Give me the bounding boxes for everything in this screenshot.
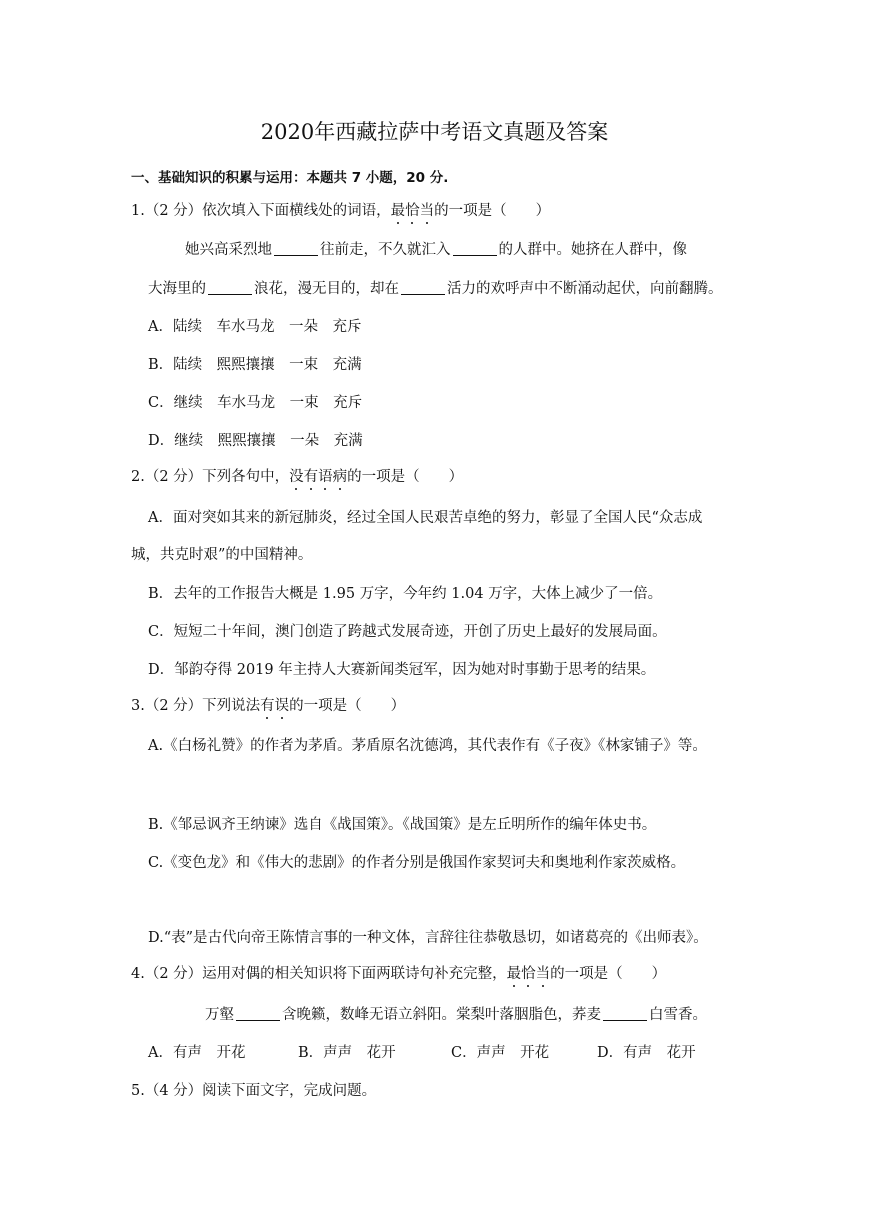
- stem-prefix: 4.（2 分）运用对偶的相关知识将下面两联诗句补充完整，: [131, 966, 507, 982]
- passage-text: 她兴高采烈地: [185, 242, 272, 258]
- question-1-passage-line-2: [148, 279, 723, 299]
- stem-suffix: 的一项是（ ）: [550, 966, 667, 982]
- passage-text: 大海里的: [148, 281, 206, 297]
- emphasis-char: 有: [303, 469, 319, 485]
- question-2-option-b: B．去年的工作报告大概是 1.95 万字，今年约 1.04 万字，大体上减少了一倍。: [148, 586, 663, 602]
- emphasis-char: 有: [260, 698, 275, 714]
- emphasis-char: 当: [535, 966, 551, 982]
- stem-prefix: 3.（2 分）下列说法: [131, 698, 261, 714]
- question-2-option-d: D．邹韵夺得 2019 年主持人大赛新闻类冠军，因为她对时事勤于思考的结果。: [148, 662, 656, 678]
- question-1-option-a: A．陆续 车水马龙 一朵 充斥: [148, 319, 362, 335]
- question-3-option-d: D.“表”是古代向帝王陈情言事的一种文体，言辞往往恭敬恳切，如诸葛亮的《出师表》。: [148, 930, 708, 946]
- fill-blank: [603, 1006, 647, 1021]
- fill-blank: [208, 280, 252, 295]
- question-2-stem: [131, 467, 463, 487]
- emphasis-char: 误: [274, 698, 290, 714]
- fill-blank: [401, 280, 445, 295]
- passage-text: 浪花，漫无目的，却在: [254, 281, 399, 297]
- emphasis-char: 恰: [405, 203, 420, 219]
- emphasis-char: 病: [332, 469, 348, 485]
- question-3-option-c: C.《变色龙》和《伟大的悲剧》的作者分别是俄国作家契诃夫和奥地利作家茨威格。: [148, 855, 686, 871]
- question-3-option-a: A.《白杨礼赞》的作者为茅盾。茅盾原名沈德鸿，其代表作有《子夜》《林家铺子》等。: [148, 738, 707, 754]
- stem-suffix: 的一项是（ ）: [347, 469, 464, 485]
- document-title: 2020年西藏拉萨中考语文真题及答案: [260, 120, 609, 144]
- question-1-option-b: B．陆续 熙熙攘攘 一束 充满: [148, 357, 362, 373]
- passage-text: 的人群中。她挤在人群中，像: [498, 242, 687, 258]
- poem-text: 含晚籁，数峰无语立斜阳。棠梨叶落胭脂色，荞麦: [282, 1007, 601, 1023]
- question-2-option-c: C．短短二十年间，澳门创造了跨越式发展奇迹，开创了历史上最好的发展局面。: [148, 624, 667, 640]
- section-heading: 一、基础知识的积累与运用：本题共 7 小题，20 分.: [131, 170, 449, 186]
- stem-prefix: 2.（2 分）下列各句中，: [131, 469, 290, 485]
- stem-suffix: 的一项是（ ）: [434, 203, 551, 219]
- question-2-option-a-line-1: A．面对突如其来的新冠肺炎，经过全国人民艰苦卓绝的努力，彰显了全国人民“众志成: [148, 510, 703, 526]
- question-3-stem: [131, 696, 405, 716]
- fill-blank: [274, 241, 318, 256]
- emphasis-char: 语: [318, 469, 333, 485]
- poem-text: 万壑: [205, 1007, 234, 1023]
- emphasis-char: 恰: [521, 966, 536, 982]
- emphasis-char: 最: [506, 966, 522, 982]
- question-4-option-b: B．声声 花开: [298, 1045, 396, 1061]
- question-1-option-d: D．继续 熙熙攘攘 一朵 充满: [148, 433, 363, 449]
- emphasis-char: 当: [419, 203, 435, 219]
- question-1-stem: [131, 201, 550, 221]
- passage-text: 往前走，不久就汇入: [320, 242, 451, 258]
- question-4-option-c: C．声声 开花: [451, 1045, 550, 1061]
- fill-blank: [453, 241, 497, 256]
- stem-prefix: 1.（2 分）依次填入下面横线处的词语，: [131, 203, 391, 219]
- question-1-option-c: C．继续 车水马龙 一束 充斥: [148, 395, 363, 411]
- emphasis-char: 最: [390, 203, 406, 219]
- poem-text: 白雪香。: [649, 1007, 707, 1023]
- passage-text: 活力的欢呼声中不断涌动起伏，向前翻腾。: [447, 281, 723, 297]
- question-4-poem: [205, 1005, 707, 1025]
- question-4-option-a: A．有声 开花: [148, 1045, 246, 1061]
- stem-suffix: 的一项是（ ）: [289, 698, 406, 714]
- question-4-stem: [131, 964, 666, 984]
- fill-blank: [236, 1006, 280, 1021]
- question-1-passage-line-1: [185, 240, 687, 260]
- question-2-option-a-line-2: 城，共克时艰”的中国精神。: [131, 547, 313, 563]
- emphasis-char: 没: [289, 469, 304, 485]
- question-5-stem: 5.（4 分）阅读下面文字，完成问题。: [131, 1083, 377, 1099]
- question-4-option-d: D．有声 花开: [597, 1045, 696, 1061]
- question-3-option-b: B.《邹忌讽齐王纳谏》选自《战国策》。《战国策》是左丘明所作的编年体史书。: [148, 817, 657, 833]
